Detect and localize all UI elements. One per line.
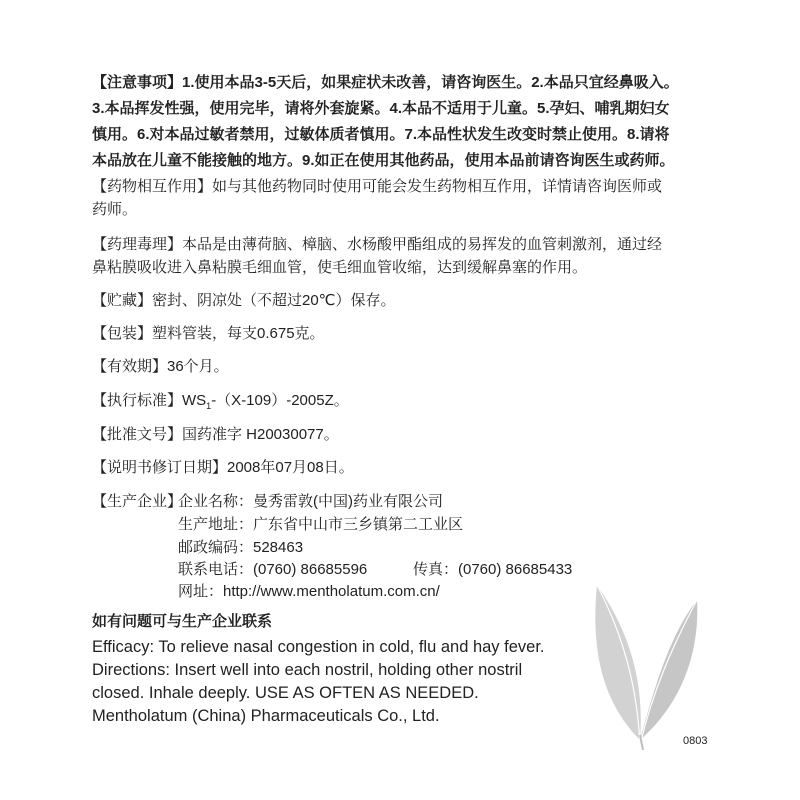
english-line: Efficacy: To relieve nasal congestion in cold, flu and hay fever. <box>92 638 545 656</box>
manufacturer-phone: 联系电话：(0760) 86685596 <box>178 561 368 578</box>
english-section <box>92 636 545 728</box>
manufacturer-label: 【生产企业】 <box>92 493 183 510</box>
standard-text <box>92 389 349 411</box>
manufacturer-website: 网址：http://www.mentholatum.com.cn/ <box>178 583 440 600</box>
precautions-line: 本品放在儿童不能接触的地方。9.如正在使用其他药品，使用本品前请咨询医生或药师。 <box>92 152 675 169</box>
english-line: Mentholatum (China) Pharmaceuticals Co., Ltd. <box>92 707 440 725</box>
pharmacology-line: 鼻粘膜吸收进入鼻粘膜毛细血管，使毛细血管收缩，达到缓解鼻塞的作用。 <box>92 259 588 276</box>
manufacturer-name: 企业名称：曼秀雷敦(中国)药业有限公司 <box>178 493 443 510</box>
leaf-icon <box>585 575 708 750</box>
precautions-line: 3.本品挥发性强，使用完毕，请将外套旋紧。4.本品不适用于儿童。5.孕妇、哺乳期妇女 <box>92 100 670 117</box>
pharmacology-line: 【药理毒理】本品是由薄荷脑、樟脑、水杨酸甲酯组成的易挥发的血管刺激剂，通过经 <box>92 236 663 253</box>
interactions-line: 【药物相互作用】如与其他药物同时使用可能会发生药物相互作用，详情请咨询医师或 <box>92 178 663 195</box>
precautions-line: 慎用。6.对本品过敏者禁用，过敏体质者慎用。7.本品性状发生改变时禁止使用。8.请将 <box>92 126 670 143</box>
revision-date-text: 【说明书修订日期】2008年07月08日。 <box>92 459 354 476</box>
drug-interactions-section <box>92 175 732 221</box>
leaf-right-icon <box>640 600 697 740</box>
english-line: Directions: Insert well into each nostril, holding other nostril <box>92 661 523 679</box>
manufacturer-postcode: 邮政编码：528463 <box>178 539 304 556</box>
standard-label: 【执行标准】WS <box>92 392 207 409</box>
print-code: 0803 <box>683 735 708 747</box>
pharmacology-section <box>92 233 732 279</box>
standard-rest: -（X-109）-2005Z。 <box>211 392 349 409</box>
manufacturer-fax: 传真：(0760) 86685433 <box>413 561 573 578</box>
english-line: closed. Inhale deeply. USE AS OFTEN AS NEEDED. <box>92 684 479 702</box>
approval-text: 【批准文号】国药准字 H20030077。 <box>92 426 339 443</box>
validity-text: 【有效期】36个月。 <box>92 358 229 375</box>
precautions-section <box>92 70 732 174</box>
contact-title: 如有问题可与生产企业联系 <box>92 613 273 630</box>
standard-subscript: 1 <box>206 401 212 411</box>
leaf-left-icon <box>595 585 640 740</box>
manufacturer-address: 生产地址：广东省中山市三乡镇第二工业区 <box>178 516 464 533</box>
precautions-line: 【注意事项】1.使用本品3-5天后，如果症状未改善，请咨询医生。2.本品只宜经鼻吸入。 <box>92 74 679 91</box>
package-text: 【包装】塑料管装，每支0.675克。 <box>92 325 325 342</box>
storage-text: 【贮藏】密封、阴凉处（不超过20℃）保存。 <box>92 292 396 309</box>
interactions-line: 药师。 <box>92 201 138 218</box>
